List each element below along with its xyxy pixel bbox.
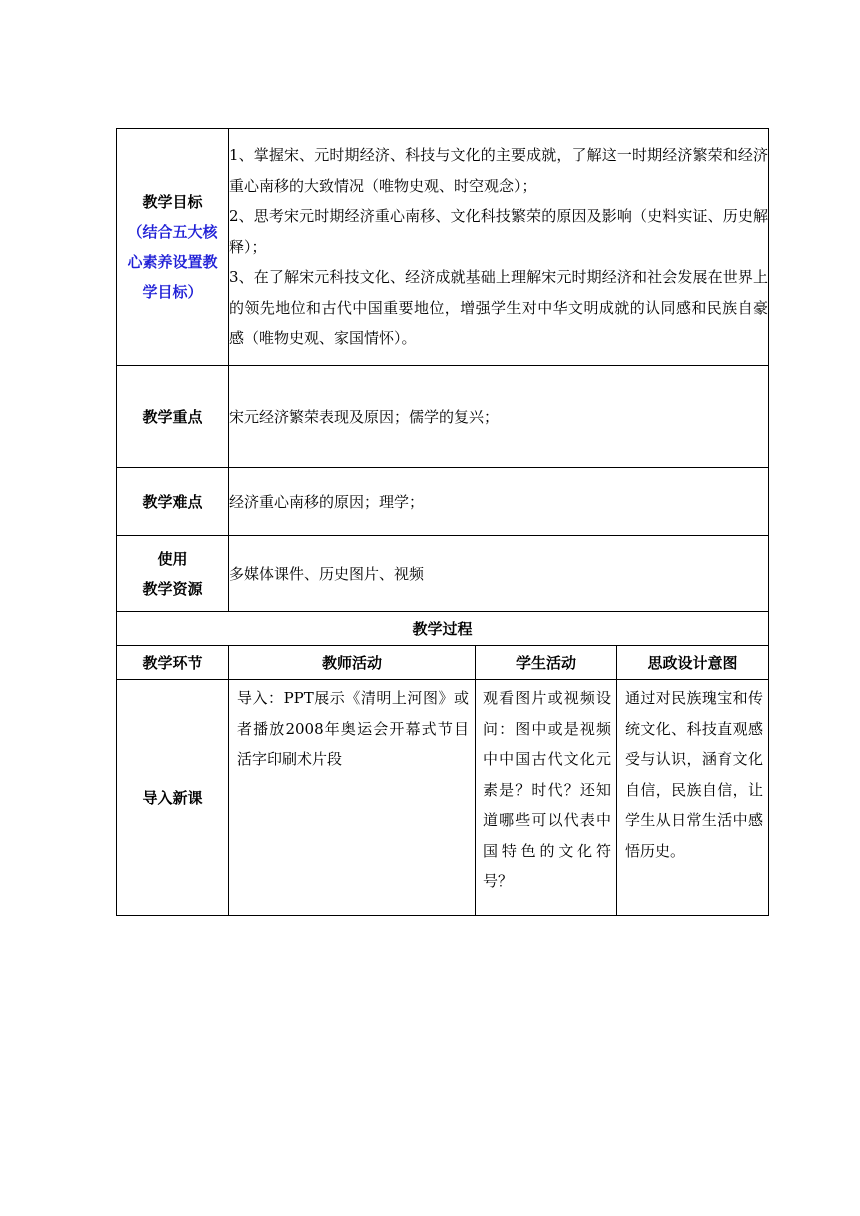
header-teacher: 教师活动 xyxy=(229,646,476,680)
header-intent: 思政设计意图 xyxy=(617,646,769,680)
design-intent: 通过对民族瑰宝和传统文化、科技直观感受与认识，涵育文化自信，民族自信，让学生从日常生活中感悟历史。 xyxy=(617,680,769,916)
objectives-label-note-1: （结合五大核 xyxy=(127,223,218,241)
resources-label-line-2: 教学资源 xyxy=(142,579,203,598)
objectives-label-title: 教学目标 xyxy=(142,193,203,211)
header-stage: 教学环节 xyxy=(117,646,229,680)
objective-item-1: 1、掌握宋、元时期经济、科技与文化的主要成就，了解这一时期经济繁荣和经济重心南移的大致情况（唯物史观、时空观念）； xyxy=(229,146,769,195)
process-row xyxy=(117,680,769,916)
process-title-row xyxy=(117,612,769,646)
student-activity: 观看图片或视频设问：图中或是视频中中国古代文化元素是？时代？还知道哪些可以代表中国特色的文化符号？ xyxy=(476,680,617,916)
objectives-label xyxy=(117,129,229,366)
objective-item-3: 3、在了解宋元科技文化、经济成就基础上理解宋元时期经济和社会发展在世界上的领先地位和古代中国重要地位，增强学生对中华文明成就的认同感和民族自豪感（唯物史观、家国情怀）。 xyxy=(229,268,769,348)
key-points-text: 宋元经济繁荣表现及原因；儒学的复兴； xyxy=(229,366,769,468)
objective-item-2: 2、思考宋元时期经济重心南移、文化科技繁荣的原因及影响（史料实证、历史解释）； xyxy=(229,207,769,256)
stage-cell: 导入新课 xyxy=(117,680,229,916)
difficulties-row xyxy=(117,468,769,536)
key-points-row xyxy=(117,366,769,468)
objectives-label-note-2: 心素养设置教 xyxy=(127,253,218,271)
objectives-content xyxy=(229,129,769,366)
teacher-activity: 导入：PPT展示《清明上河图》或者播放2008年奥运会开幕式节目活字印刷术片段 xyxy=(229,680,476,916)
key-points-label: 教学重点 xyxy=(117,366,229,468)
resources-label xyxy=(117,536,229,612)
lesson-plan-table xyxy=(116,128,769,916)
process-header-row xyxy=(117,646,769,680)
objectives-label-note-3: 学目标） xyxy=(142,283,203,301)
objectives-row xyxy=(117,129,769,366)
difficulties-label: 教学难点 xyxy=(117,468,229,536)
resources-row xyxy=(117,536,769,612)
header-student: 学生活动 xyxy=(476,646,617,680)
process-title: 教学过程 xyxy=(117,612,769,646)
resources-text: 多媒体课件、历史图片、视频 xyxy=(229,536,769,612)
difficulties-text: 经济重心南移的原因；理学； xyxy=(229,468,769,536)
resources-label-line-1: 使用 xyxy=(157,549,188,568)
